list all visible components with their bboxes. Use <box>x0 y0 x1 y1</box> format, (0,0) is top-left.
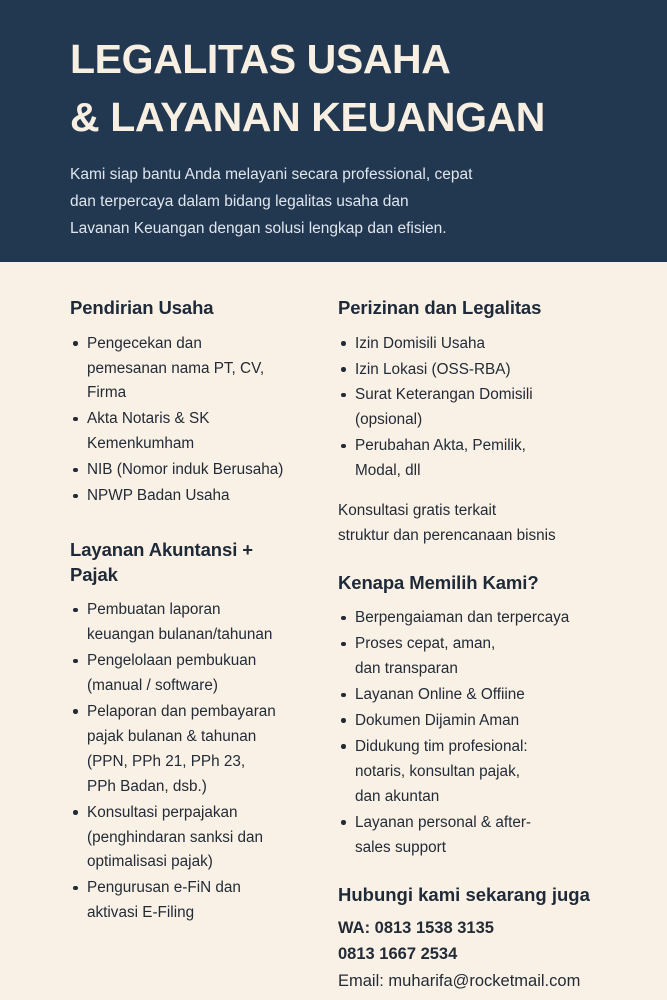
poster-title-line-2: & LAYANAN KEUANGAN <box>70 94 545 141</box>
list-item <box>338 332 638 357</box>
list-item-line: Konsultasi perpajakan <box>87 803 238 821</box>
list-item <box>70 484 330 509</box>
contact-block <box>338 883 638 994</box>
list-item <box>338 811 638 861</box>
list-item-line: Firma <box>87 384 127 402</box>
list-item-line: Layanan Online & Offiine <box>355 686 525 704</box>
list-item-line: Layanan personal & after- <box>355 813 532 831</box>
list-item-line: PPh Badan, dsb.) <box>87 777 207 795</box>
list-item-line: Kemenkumham <box>87 435 195 453</box>
list-item <box>70 876 330 926</box>
list-item-line: (manual / software) <box>87 677 218 694</box>
poster-title-line-1: LEGALITAS USAHA <box>70 36 451 82</box>
list-item <box>70 649 330 699</box>
contact-email[interactable]: Email: muharifa@rocketmail.com <box>338 971 581 990</box>
list-item-line: Dokumen Dijamin Aman <box>355 711 520 729</box>
note-line-1: Konsultasi gratis terkait <box>338 502 497 520</box>
list-perizinan-dan-legalitas <box>338 332 638 485</box>
list-item <box>70 458 330 483</box>
list-item-line: keuangan bulanan/tahunan <box>87 626 273 644</box>
list-item-line: Izin Domisili Usaha <box>355 334 486 352</box>
list-item-line: sales support <box>355 838 446 856</box>
right-column <box>338 262 638 995</box>
poster-subtitle-line-1: Kami siap bantu Anda melayani secara professional, cepat <box>70 166 473 184</box>
left-column <box>70 262 330 927</box>
section-title-kenapa-memilih-kami: Kenapa Memilih Kami? <box>338 571 539 593</box>
list-item-line: Surat Keterangan Domisili <box>355 386 533 404</box>
list-item-line: Modal, dll <box>355 462 421 480</box>
list-item-line: NPWP Badan Usaha <box>87 487 230 505</box>
list-item-line: Pengurusan e-FiN dan <box>87 879 241 897</box>
poster-title <box>70 30 627 146</box>
list-item-line: aktivasi E-Filing <box>87 904 195 922</box>
contact-whatsapp-secondary[interactable]: 0813 1667 2534 <box>338 945 458 964</box>
poster-header <box>0 0 667 262</box>
list-item-line: Pengecekan dan <box>87 334 202 352</box>
list-item <box>70 801 330 876</box>
list-item <box>338 735 638 810</box>
list-item-line: notaris, konsultan pajak, <box>355 762 520 780</box>
list-item-line: Didukung tim profesional: <box>355 737 528 755</box>
contact-title: Hubungi kami sekarang juga <box>338 884 590 906</box>
list-item-line: Pengelolaan pembukuan <box>87 652 257 670</box>
list-item <box>70 700 330 800</box>
list-item <box>70 598 330 648</box>
note-line-2: struktur dan perencanaan bisnis <box>338 526 556 544</box>
list-item-line: Proses cepat, aman, <box>355 635 496 653</box>
list-item-line: Perubahan Akta, Pemilik, <box>355 437 526 455</box>
note-konsultasi-gratis <box>338 499 638 549</box>
spacer-top-left <box>70 262 330 296</box>
poster-subtitle-line-3: Lavanan Keuangan dengan solusi lengkap dan efisien. <box>70 220 447 238</box>
list-item-line: (PPN, PPh 21, PPh 23, <box>87 752 246 770</box>
list-item-line: dan akuntan <box>355 787 440 805</box>
list-kenapa-memilih-kami <box>338 606 638 860</box>
poster-subtitle-line-2: dan terpercaya dalam bidang legalitas usaha dan <box>70 193 409 211</box>
list-item <box>338 709 638 734</box>
list-item-line: (opsional) <box>355 411 423 429</box>
list-item-line: pemesanan nama PT, CV, <box>87 359 265 377</box>
list-item <box>338 434 638 484</box>
list-item-line: Pembuatan laporan <box>87 601 221 619</box>
section-title-layanan-akuntansi-pajak <box>70 538 310 587</box>
section-title-pendirian-usaha: Pendirian Usaha <box>70 297 214 318</box>
list-item <box>338 632 638 682</box>
list-item-line: Berpengaiaman dan terpercaya <box>355 609 570 627</box>
section-title-line-1: Layanan Akuntansi + <box>70 539 253 561</box>
list-item-line: Izin Lokasi (OSS-RBA) <box>355 360 511 378</box>
contact-whatsapp-primary[interactable]: WA: 0813 1538 3135 <box>338 918 494 937</box>
spacer-left-mid <box>70 510 330 538</box>
section-title-line-2: Pajak <box>70 563 118 585</box>
spacer-right-mid <box>338 549 638 571</box>
list-item-line: optimalisasi pajak) <box>87 853 213 871</box>
list-item-line: (penghindaran sanksi dan <box>87 828 264 846</box>
list-item-line: dan transparan <box>355 660 458 678</box>
list-item <box>338 383 638 433</box>
list-item <box>70 407 330 457</box>
spacer-right-contact <box>338 861 638 883</box>
list-layanan-akuntansi-pajak <box>70 598 330 926</box>
list-item-line: Pelaporan dan pembayaran <box>87 702 276 720</box>
list-item <box>70 332 330 407</box>
poster-subtitle <box>70 162 610 242</box>
list-item-line: pajak bulanan & tahunan <box>87 727 257 745</box>
content-columns <box>0 262 667 1000</box>
list-pendirian-usaha <box>70 332 330 509</box>
section-title-perizinan-dan-legalitas: Perizinan dan Legalitas <box>338 297 542 318</box>
list-item <box>338 683 638 708</box>
spacer-top-right <box>338 262 638 296</box>
list-item-line: Akta Notaris & SK <box>87 410 210 428</box>
list-item-line: NIB (Nomor induk Berusaha) <box>87 461 284 479</box>
list-item <box>338 358 638 383</box>
list-item <box>338 606 638 631</box>
